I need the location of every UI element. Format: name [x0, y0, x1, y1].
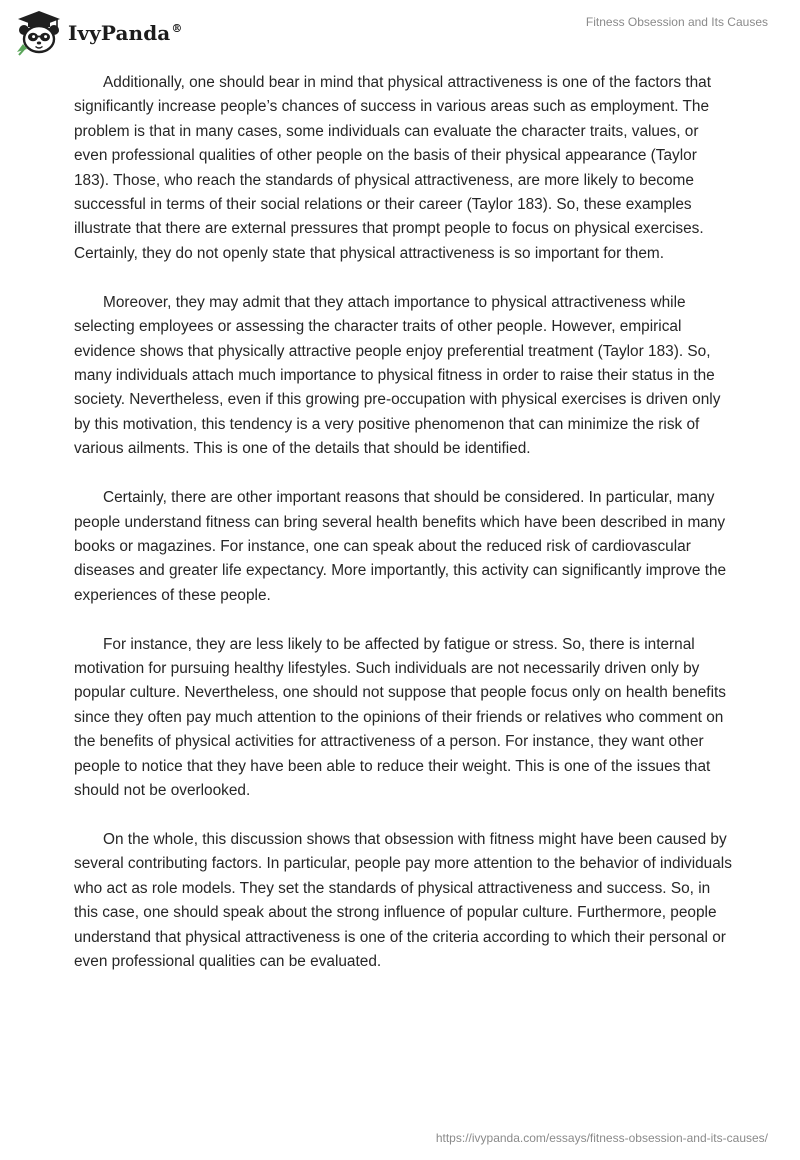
paragraph: For instance, they are less likely to be affected by fatigue or stress. So, there is internal motivation for pursuing healthy lifestyles. Such individuals are not necessarily driven only by popular culture. Nevertheless, one should not suppose that people focus only on health benefits since they often pay much attention to the opinions of their friends or relatives who comment on the benefits of physical activities for attractiveness of a person. For instance, they want other people to notice that they have been able to reduce their weight. This is one of the issues that should not be overlooked.: [74, 635, 726, 800]
paragraph: On the whole, this discussion shows that obsession with fitness might have been caused by several contributing factors. In particular, people pay more attention to the behavior of individuals who act as role models. They set the standards of physical attractiveness and success. So, in this case, one should speak about the strong influence of popular culture. Furthermore, people understand that physical attractiveness is one of the criteria according to which their personal or even professional qualities can be evaluated.: [74, 830, 732, 970]
paragraph: Certainly, there are other important reasons that should be considered. In particular, many people understand fitness can bring several health benefits which have been described in many books or magazines. For instance, one can speak about the reduced risk of cardiovascular diseases and greater life expectancy. More importantly, this activity can significantly improve the experiences of these people.: [74, 489, 727, 604]
essay-body: [74, 71, 734, 999]
paragraph: Additionally, one should bear in mind that physical attractiveness is one of the factors that significantly increase people’s chances of success in various areas such as employment. The problem is that in many cases, some individuals can evaluate the character traits, values, or even professional qualities of other people on the basis of their physical appearance (Taylor 183). Those, who reach the standards of physical attractiveness, are more likely to become successful in terms of their social relations or their career (Taylor 183). So, these examples illustrate that there are external pressures that prompt people to focus on physical exercises. Certainly, they do not openly state that physical attractiveness is so important for them.: [74, 74, 711, 262]
registered-mark: ®: [171, 22, 183, 36]
panda-graduate-icon: [14, 8, 64, 58]
page-header: [0, 0, 800, 70]
brand-name-text: IvyPanda: [68, 21, 171, 45]
document-title: Fitness Obsession and Its Causes: [585, 15, 768, 29]
paragraph: Moreover, they may admit that they attach importance to physical attractiveness while selecting employees or assessing the character traits of other people. However, empirical evidence shows that physically attractive people enjoy preferential treatment (Taylor 183). So, many individuals attach much importance to physical fitness in order to raise their status in the society. Nevertheless, even if this growing pre-occupation with physical exercises is driven only by this motivation, this tendency is a very positive phenomenon that can minimize the risk of various ailments. This is one of the details that should be identified.: [74, 293, 721, 458]
brand-name: [68, 21, 182, 45]
source-url-link[interactable]: https://ivypanda.com/essays/fitness-obsession-and-its-causes/: [435, 1131, 768, 1145]
ivypanda-logo[interactable]: [14, 8, 182, 58]
